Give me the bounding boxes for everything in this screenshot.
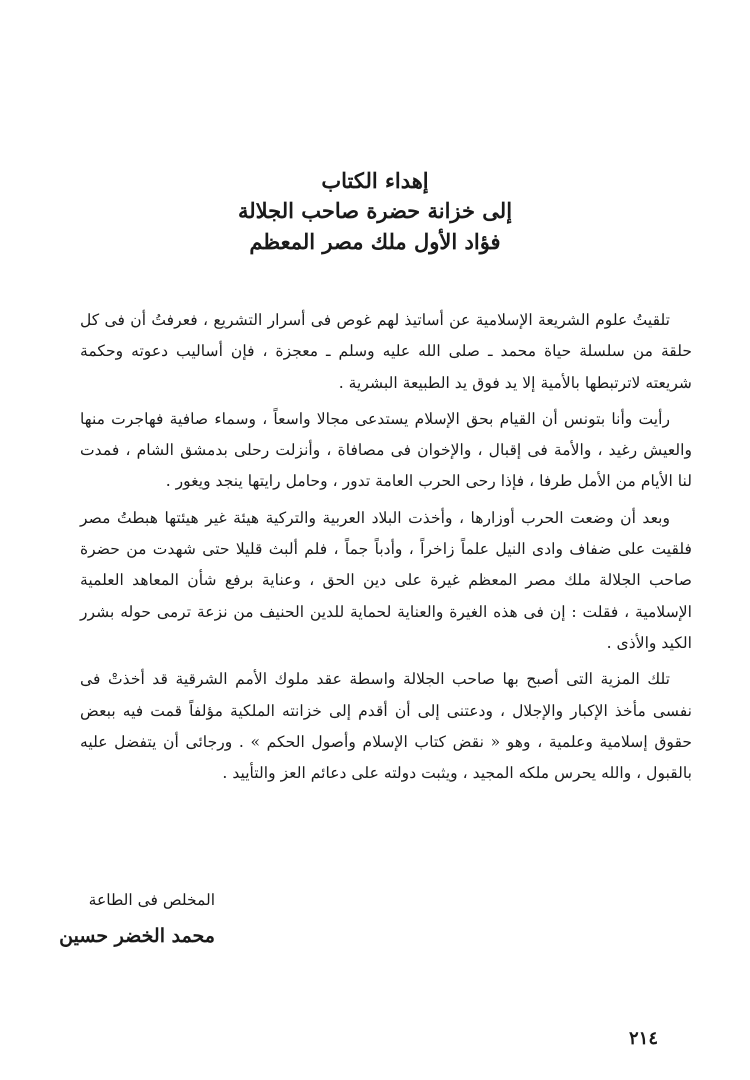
paragraph-2: رأيت وأنا بتونس أن القيام بحق الإسلام يستدعى مجالا واسعاً ، وسماء صافية فهاجرت منها والعيش رغيد ، والأمة فى إقبال ، والإخوان فى مصافاة ، وأنزلت رحلى بدمشق الشام ، فمدت لنا الأيام من الأمل طرفا ، فإذا رحى الحرب العامة تدور ، وحامل رايتها ينجد ويغور . [80,409,692,491]
dedication-body [80,305,692,789]
dedication-title: إهداء الكتاب [321,168,429,193]
dedication-heading [0,166,750,257]
signature-author-name: محمد الخضر حسين [59,925,215,947]
signature-closing: المخلص فى الطاعة [88,891,215,909]
paragraph-3: وبعد أن وضعت الحرب أوزارها ، وأخذت البلاد العربية والتركية هيئة غير هيئتها هبطتُ مصر فلقيت على ضفاف وادى النيل علماً زاخراً ، وأدباً جماً ، فلم ألبث قليلا حتى شهدت من حضرة صاحب الجلالة ملك مصر المعظم غيرة على دين الحق ، وعناية برفع شأن المعاهد العلمية الإسلامية ، فقلت : إن فى هذه الغيرة والعناية لحماية للدين الحنيف من نزعة ترمى حوله بشرر الكيد والأذى . [80,508,692,652]
page-number: ٢١٤ [628,1028,658,1049]
paragraph-4: تلك المزية التى أصبح بها صاحب الجلالة واسطة عقد ملوك الأمم الشرقية قد أخذتْ فى نفسى مأخذ الإكبار والإجلال ، ودعتنى إلى أن أقدم إلى خزانته الملكية مؤلفاً قمت فيه ببعض حقوق إسلامية وعلمية ، وهو « نقض كتاب الإسلام وأصول الحكم » . ورجائى أن يتفضل عليه بالقبول ، والله يحرس ملكه المجيد ، ويثبت دولته على دعائم العز والتأييد . [80,670,692,783]
signature-block [59,882,215,954]
paragraph-1: تلقيتُ علوم الشريعة الإسلامية عن أساتيذ لهم غوص فى أسرار التشريع ، فعرفتُ أن فى كل حلقة من سلسلة حياة محمد ـ صلى الله عليه وسلم ـ معجزة ، فإن أساليب دعوته وحكمة شريعته لاترتبطها بالأمية إلا يد فوق يد الطبيعة البشرية . [80,311,692,392]
dedication-recipient: إلى خزانة حضرة صاحب الجلالة [237,198,513,224]
dedication-king-name: فؤاد الأول ملك مصر المعظم [249,228,501,254]
